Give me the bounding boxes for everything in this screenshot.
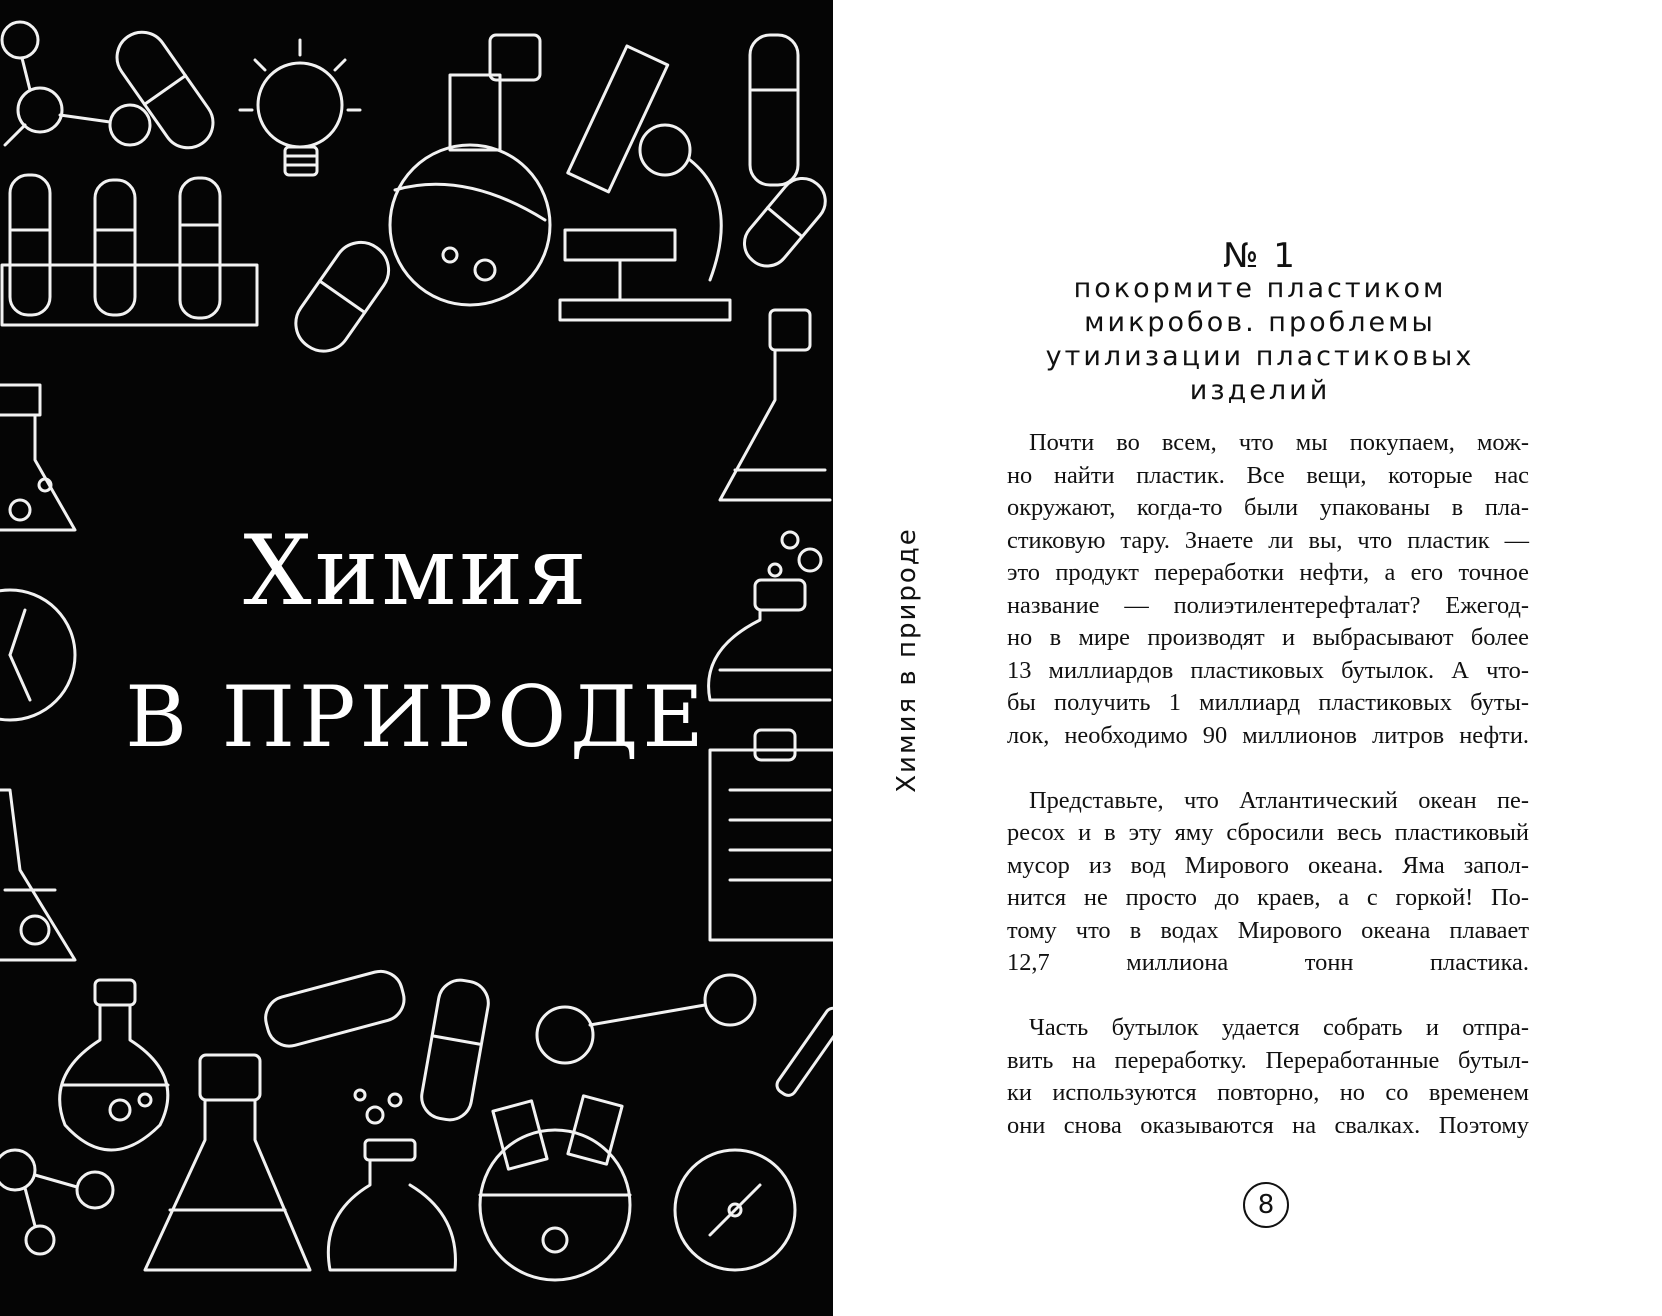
text-line: Часть бутылок удается собрать и отпра- [1029,1014,1529,1041]
text-line: стиковую тару. Знаете ли вы, что пластик — [1007,526,1529,554]
chapter-title-line1: Химия [243,515,590,627]
chapter-title-line2: В ПРИРОДЕ [125,668,708,766]
paragraph [1007,1012,1529,1142]
bottom-compass-icon [675,1150,795,1270]
text-line: название — полиэтилентерефталат? Ежегод- [1007,591,1529,619]
bottom-round-flask-icon [60,980,168,1150]
paragraph [1007,785,1529,980]
round-flask-icon [390,35,550,305]
left-bottom-flask-icon [0,790,75,960]
bottom-double-neck-flask-icon [480,1096,630,1280]
text-line: но в мире производят и выбрасывают более [1007,624,1529,651]
text-line: мусор из вод Мирового океана. Яма запол- [1007,851,1529,879]
text-line: тому что в водах Мирового океана плавает [1007,916,1529,944]
paragraph [1007,427,1529,752]
erlenmeyer-flask-icon [720,310,830,500]
article-title-line: микробов. проблемы [1084,307,1436,338]
article-title [1000,272,1520,408]
text-line: бы получить 1 миллиард пластиковых буты- [1007,689,1529,716]
text-line: ресох и в эту яму сбросили весь пластиковый [1007,819,1529,846]
body-text [1007,427,1529,1175]
light-bulb-icon [240,40,360,175]
left-flask-icon [0,385,75,530]
text-line: это продукт переработки нефти, а его точное [1007,559,1529,586]
text-line: окружают, когда-то были упакованы в пла- [1007,494,1529,521]
text-line: Почти во всем, что мы покупаем, мож- [1029,429,1529,456]
text-line: Представьте, что Атлантический океан пе- [1029,786,1529,814]
text-line: вить на переработку. Переработанные бутыл- [1007,1046,1529,1074]
microscope-icon [560,46,730,320]
bottom-test-tube-icon [418,977,492,1124]
article-title-line: утилизации пластиковых [1045,341,1475,372]
page-number: 8 [1243,1182,1289,1228]
molecule-icon [2,22,150,145]
article-number: № 1 [1223,236,1297,276]
test-tube-icon [750,35,798,185]
test-tube-rack-icon [2,175,257,325]
article-title-line: изделий [1189,375,1331,406]
bottom-big-flask-icon [145,1055,310,1270]
pill-icon [107,22,223,157]
text-line: лок, необходимо 90 миллионов литров нефти. [1007,721,1529,749]
text-line: нится не просто до краев, а с горкой! По- [1007,884,1529,911]
text-line: но найти пластик. Все вещи, которые нас [1007,461,1529,489]
dropper-icon [774,1005,833,1098]
text-line: 13 миллиардов пластиковых бутылок. А что- [1007,656,1529,684]
text-line: они снова оказываются на свалках. Поэтому [1007,1111,1529,1139]
bottom-molecule-icon [537,975,755,1063]
article-title-line: покормите пластиком [1073,273,1447,304]
text-line: ки используются повторно, но со временем [1007,1079,1529,1106]
text-line: 12,7 миллиона тонн пластика. [1007,949,1529,976]
left-bottom-molecule-icon [0,1150,113,1254]
capsule-icon [285,232,399,362]
running-head-text: Химия в природе [892,527,922,793]
tilted-test-tube-icon [261,966,409,1051]
